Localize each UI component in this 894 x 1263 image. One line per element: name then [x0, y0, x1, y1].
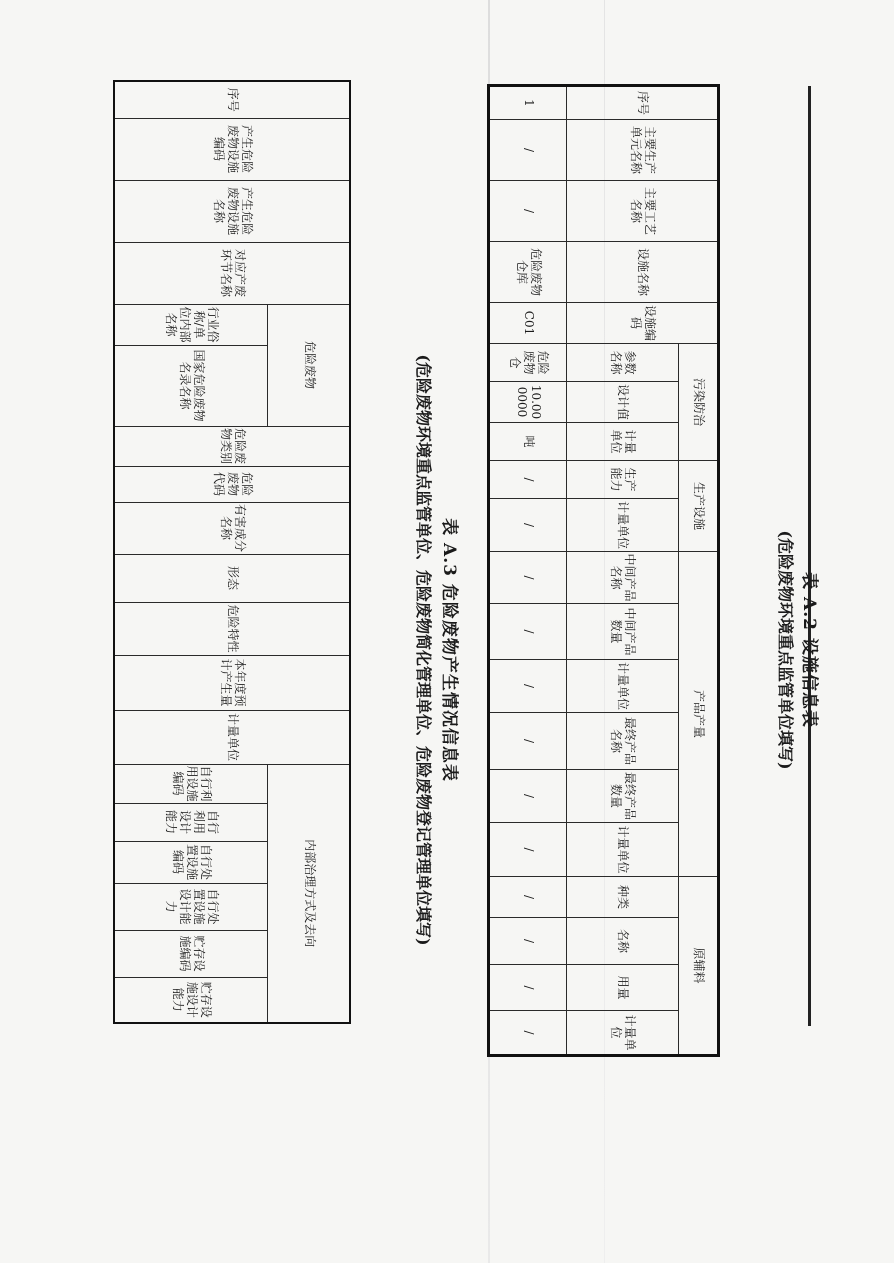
hazardous-waste-table: [113, 80, 351, 1024]
cell-mat-unit: /: [489, 1011, 567, 1056]
cell-mid-unit: /: [489, 660, 567, 713]
cell-capacity: /: [489, 461, 567, 499]
header-facility-name: 设施名称: [567, 242, 719, 303]
header-mat-usage: 用量: [567, 965, 679, 1011]
group-internal: 内部治理方式及去向: [268, 764, 350, 1023]
header-seq: 序号: [567, 86, 719, 120]
header-dispose-capacity: 自行处置设施设计能力: [114, 883, 268, 930]
header-link-name: 对应产废环节名称: [114, 242, 350, 304]
group-materials: 原辅料: [679, 877, 719, 1056]
header-dispose-code: 自行处置设施编码: [114, 841, 268, 883]
cell-facility-code: C01: [489, 303, 567, 344]
cell-final-unit: /: [489, 823, 567, 877]
header-form: 形态: [114, 554, 350, 602]
cell-mat-name: /: [489, 918, 567, 965]
table-a2-subtitle: (危险废物环境重点监管单位填写): [776, 530, 795, 770]
cell-mat-kind: /: [489, 877, 567, 918]
header-code: 危险废物代码: [114, 466, 350, 502]
header-param-name: 参数名称: [567, 344, 679, 382]
header-facility-code: 设施编码: [567, 303, 719, 344]
header-facility-code: 产生危险废物设施编码: [114, 118, 350, 180]
table-row: [489, 86, 567, 1056]
header-annual-estimate: 本年度预计产生量: [114, 655, 350, 710]
cell-facility-name: 危险废物仓库: [489, 242, 567, 303]
table-a3-subtitle: (危险废物环境重点监管单位、危险废物简化管理单位、危险废物登记管理单位填写): [414, 354, 433, 946]
cell-design-value: 10.00 0000: [489, 382, 567, 423]
header-mat-name: 名称: [567, 918, 679, 965]
group-hazardous-waste: 危险废物: [268, 304, 350, 426]
header-reuse-code: 自行利用设施编码: [114, 764, 268, 803]
header-measure-unit: 计量单位: [567, 423, 679, 461]
header-facility-name: 产生危险废物设施名称: [114, 180, 350, 242]
header-property: 危险特性: [114, 602, 350, 655]
header-mid-product-qty: 中间产品数量: [567, 604, 679, 660]
header-mid-product-name: 中间产品名称: [567, 552, 679, 604]
cell-final-product-name: /: [489, 713, 567, 770]
table-a3-title: 表 A.3 危险废物产生情况信息表: [439, 518, 459, 782]
header-storage-code: 贮存设施编码: [114, 930, 268, 977]
cell-unit-name: /: [489, 120, 567, 181]
cell-capacity-unit: /: [489, 499, 567, 552]
header-capacity: 生产能力: [567, 461, 679, 499]
group-output: 产品产量: [679, 552, 719, 877]
facility-info-table: [487, 84, 720, 1057]
group-pollution: 污染防治: [679, 344, 719, 461]
header-reuse-capacity: 自行利用设计能力: [114, 803, 268, 841]
table-a2-title: 表 A.2 设施信息表: [799, 572, 819, 728]
header-process-name: 主要工艺名称: [567, 181, 719, 242]
cell-seq: 1: [489, 86, 567, 120]
header-seq: 序号: [114, 81, 350, 118]
header-category: 危险废物类别: [114, 426, 350, 466]
group-production: 生产设施: [679, 461, 719, 552]
header-mid-unit: 计量单位: [567, 660, 679, 713]
header-design-value: 设计值: [567, 382, 679, 423]
header-storage-capacity: 贮存设施设计能力: [114, 977, 268, 1023]
header-unit: 计量单位: [114, 710, 350, 764]
header-harmful: 有害成分名称: [114, 502, 350, 554]
cell-mid-product-qty: /: [489, 604, 567, 660]
header-national-name: 国家危险废物名录名称: [114, 345, 268, 426]
cell-mid-product-name: /: [489, 552, 567, 604]
header-final-unit: 计量单位: [567, 823, 679, 877]
cell-final-product-qty: /: [489, 770, 567, 823]
header-mat-kind: 种类: [567, 877, 679, 918]
header-final-product-qty: 最终产品数量: [567, 770, 679, 823]
header-capacity-unit: 计量单位: [567, 499, 679, 552]
header-common-name: 行业俗称/单位内部名称: [114, 304, 268, 345]
cell-param-name: 危险废物仓: [489, 344, 567, 382]
cell-mat-usage: /: [489, 965, 567, 1011]
header-mat-unit: 计量单位: [567, 1011, 679, 1056]
header-final-product-name: 最终产品名称: [567, 713, 679, 770]
header-unit-name: 主要生产单元名称: [567, 120, 719, 181]
cell-process-name: /: [489, 181, 567, 242]
cell-measure-unit: 吨: [489, 423, 567, 461]
